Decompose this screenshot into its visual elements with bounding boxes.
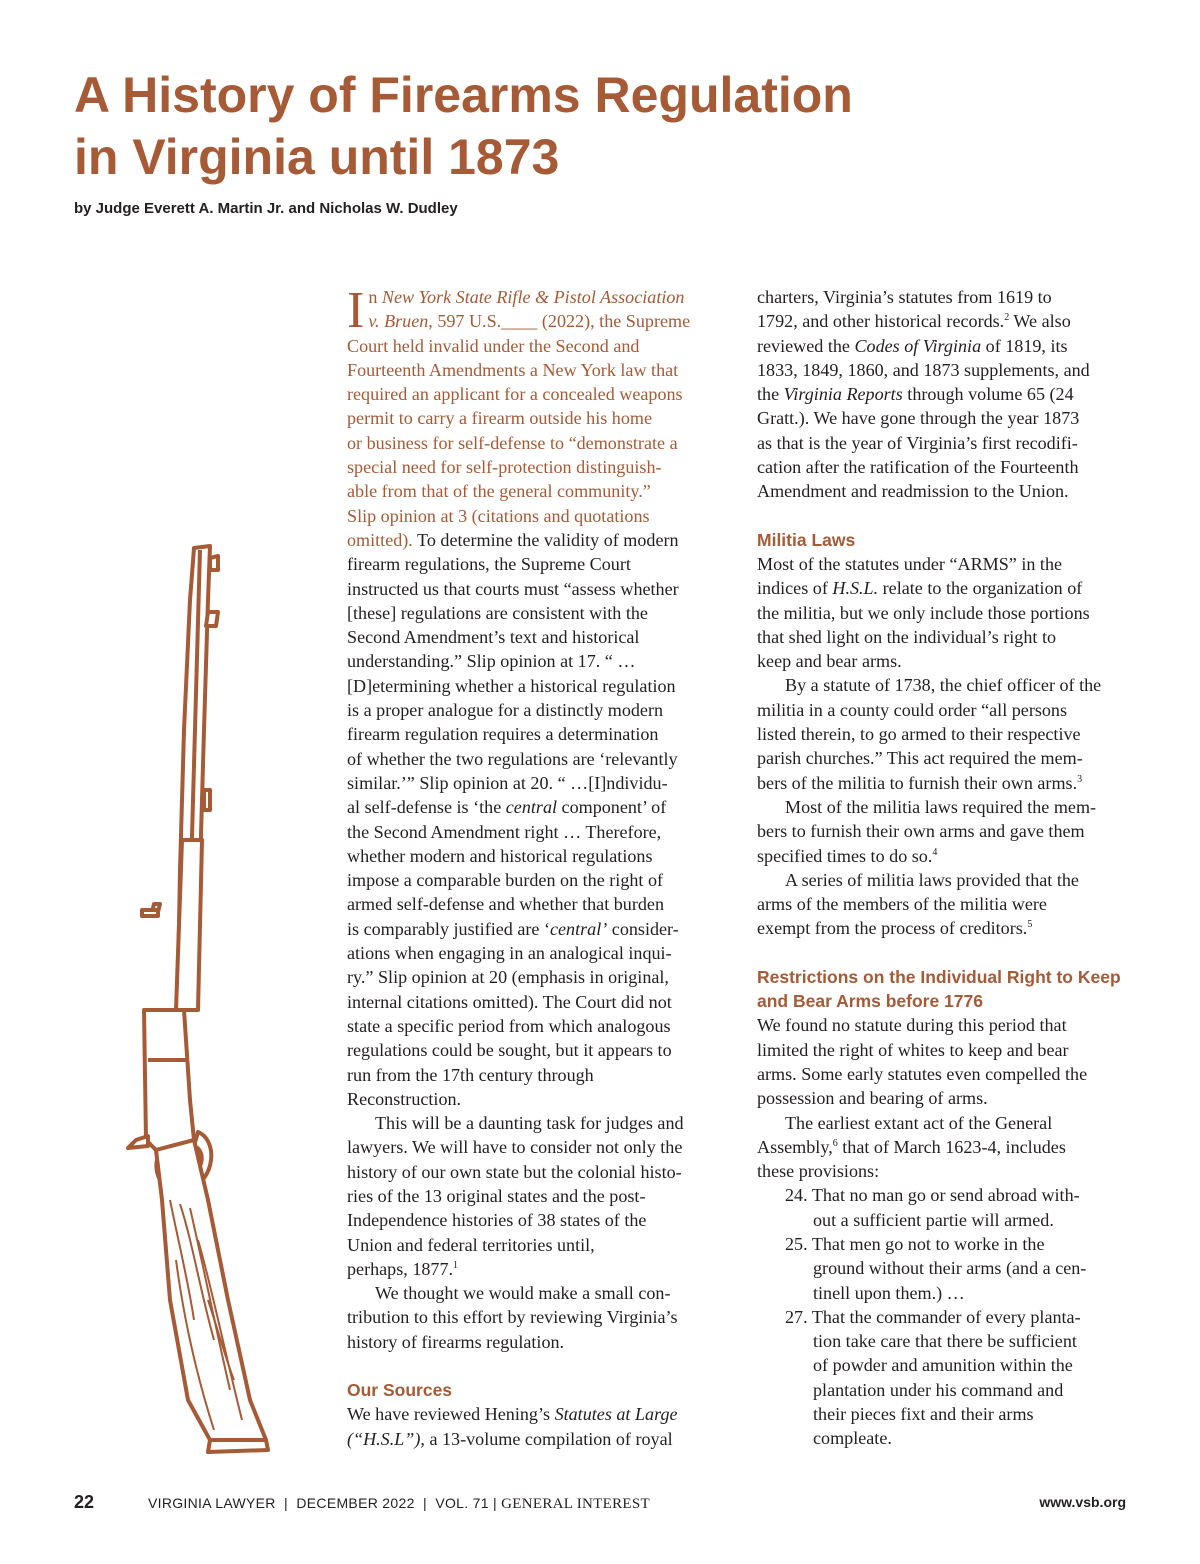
paragraph-restrictions-2: The earliest extant act of the General Assembly,$^6$ that of March 1623-4, includes these provisions: [757, 1112, 1066, 1182]
paragraph-militia-2: By a statute of 1738, the chief officer of the militia in a county could order “all persons listed therein, to go armed to their respective parish churches.” This act required the mem- bers of the militia to furnish their own arms.$^3$ [757, 675, 1102, 793]
footer-website: www.vsb.org [1039, 1494, 1126, 1510]
column-2 [757, 285, 1137, 1451]
byline: by Judge Everett A. Martin Jr. and Nicholas W. Dudley [74, 200, 458, 217]
paragraph-militia-1: Most of the statutes under “ARMS” in the indices of H.S.L. relate to the organization of the militia, but we only include those portions that shed light on the individual’s right to keep and bear arms. [757, 553, 1090, 672]
page-number: 22 [74, 1492, 95, 1512]
article-title [74, 64, 974, 188]
provision-27: 27. That the commander of every planta- tion take care that there be sufficient of powder and amunition within the plantation under his command and their pieces fixt and their arms compleate. [785, 1306, 1081, 1449]
footnote-ref-5: 5 [1027, 919, 1033, 931]
footnote-ref-6: 6 [832, 1137, 838, 1149]
footnote-ref-4: 4 [932, 846, 938, 858]
paragraph-militia-3: Most of the militia laws required the mem- bers to furnish their own arms and gave them specified times to do so.$^4$ [757, 796, 1097, 866]
provision-24: 24. That no man go or send abroad with- out a sufficient partie will armed. [785, 1185, 1080, 1230]
paragraph-sources-cont: charters, Virginia’s statutes from 1619 to 1792, and other historical records.$^2$ We also reviewed the Codes of Virginia of 1819, its 1833, 1849, 1860, and 1873 supplements, and the Virginia Reports through volume 65 (24 Gratt.). We have gone through the year 1873 as that is the year of Virginia’s first recodifi- cation after the ratification of the Fourteenth Amendment and readmission to the Union. [757, 287, 1090, 502]
footer-section: GENERAL INTEREST [501, 1496, 650, 1512]
drop-cap: I [347, 282, 365, 339]
provision-25: 25. That men go not to worke in the ground without their arms (and a cen- tinell upon them.) … [785, 1233, 1087, 1303]
paragraph-militia-4: A series of militia laws provided that the arms of the members of the militia were exempt from the process of creditors.$^5$ [757, 869, 1079, 939]
case-name: New York State Rifle & Pistol Association [381, 287, 685, 307]
footnote-ref-2: 2 [1004, 312, 1010, 324]
paragraph-sources: We have reviewed Hening’s Statutes at Large (“H.S.L”), a 13-volume compilation of royal [347, 1404, 678, 1449]
column-1 [347, 282, 727, 1451]
heading-militia-laws: Militia Laws [757, 529, 856, 550]
title-line-2: in Virginia until 1873 [74, 129, 560, 185]
rifle-illustration [118, 540, 278, 1460]
intro-paragraph: I n New York State Rifle & Pistol Association v. Bruen, 597 U.S.____ (2022), the Supreme Court held invalid under the Second and Fourteenth Amendments a New York law that required an applicant for a concealed weapons permit to carry a firearm outside his home or business for self-defense to “demonstrate a special need for self-protection distinguish- able from that of the general community.” Slip opinion at 3 (citations and quotations omitted). To determine the validity of modern firearm regulations, the Supreme Court instructed us that courts must “assess whether [these] regulations are consistent with the Second Amendment’s text and historical understanding.” Slip opinion at 17. “ … [D]etermining whether a historical regulation is a proper analogue for a distinctly modern firearm regulation requires a determination of whether the two regulations are ‘relevantly similar.’” Slip opinion at 20. “ …[I]ndividu- al self-defense is ‘the central component’ of the Second Amendment right … Therefore, whether modern and historical regulations impose a comparable burden on the right of armed self-defense and whether that burden is comparably justified are ‘central’ consider- ations when engaging in an analogical inqui- ry.” Slip opinion at 20 (emphasis in original, internal citations omitted). The Court did not state a specific period from which analogous regulations could be sought, but it appears to run from the 17th century through Reconstruction. [347, 282, 691, 1109]
paragraph-daunting-task: This will be a daunting task for judges and lawyers. We will have to consider not only the history of our own state but the colonial histo- ries of the 13 original states and the post- Independence histories of 38 states of the Union and federal territories until, perhaps, 1877.$^1$ [347, 1113, 684, 1279]
footnote-ref-1: 1 [453, 1259, 459, 1271]
page-footer [74, 1492, 1126, 1518]
title-line-1: A History of Firearms Regulation [74, 67, 853, 123]
paragraph-restrictions-1: We found no statute during this period that limited the right of whites to keep and bear arms. Some early statutes even compelled the possession and bearing of arms. [757, 1015, 1088, 1109]
footer-masthead: VIRGINIA LAWYER | DECEMBER 2022 | VOL. 71 | GENERAL INTEREST [148, 1495, 650, 1512]
heading-our-sources: Our Sources [347, 1380, 453, 1401]
heading-restrictions-line-1: Restrictions on the Individual Right to Keep [757, 966, 1121, 987]
paragraph-contribution: We thought we would make a small con- tribution to this effort by reviewing Virginia’s history of firearms regulation. [347, 1283, 678, 1352]
heading-restrictions-line-2: and Bear Arms before 1776 [757, 991, 983, 1012]
footnote-ref-3: 3 [1077, 773, 1083, 785]
